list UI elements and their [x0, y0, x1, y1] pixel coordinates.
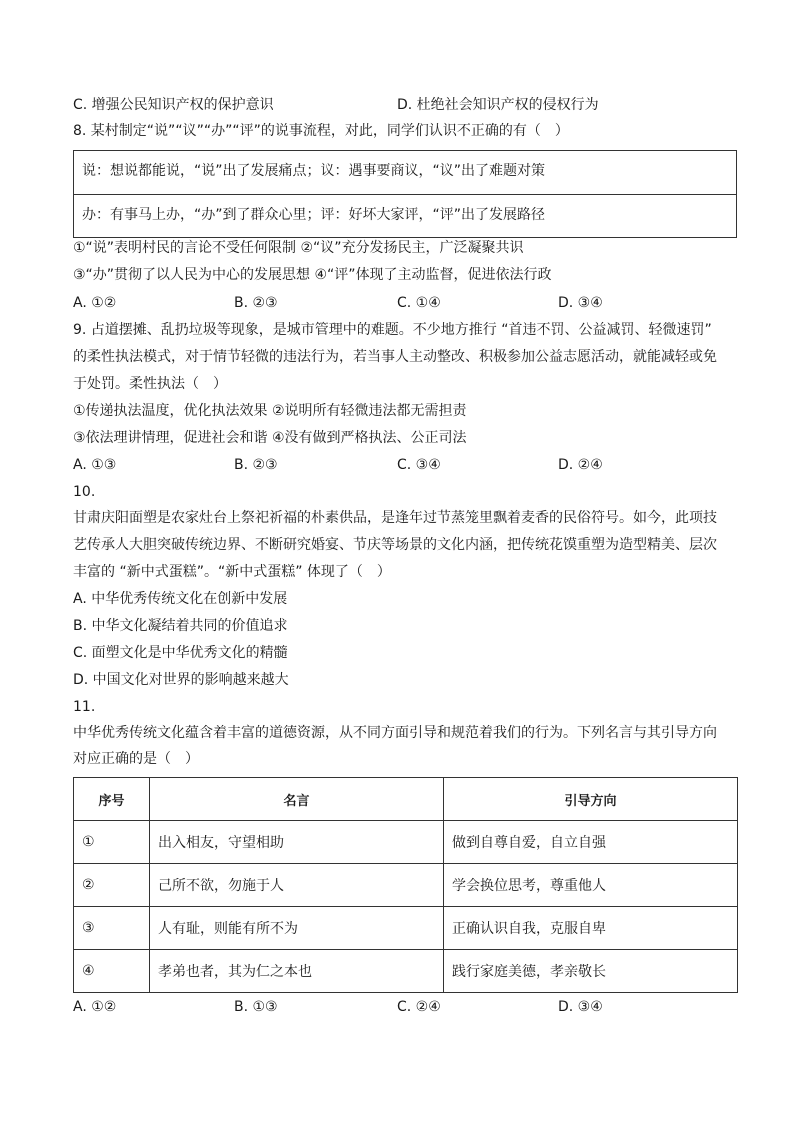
- q11-number: 11.: [73, 699, 96, 715]
- row-guidance: 学会换位思考，尊重他人: [444, 864, 738, 907]
- q10-option-b: B. 中华文化凝结着共同的价值追求: [73, 618, 288, 634]
- table-row: [74, 821, 738, 864]
- q8-box-row: 办：有事马上办，“办”到了群众心里；评：好坏大家评，“评”出了发展路径: [74, 194, 736, 237]
- q10-stem-line: 艺传承人大胆突破传统边界、不断研究婚宴、节庆等场景的文化内涵，把传统花馍重塑为造型精美、层次: [73, 537, 717, 553]
- q10-stem-line: 丰富的 “新中式蛋糕”。“新中式蛋糕” 体现了（ ）: [73, 564, 391, 580]
- q10-number: 10.: [73, 484, 96, 500]
- q9-option-a: A. ①③: [73, 457, 117, 473]
- table-row: [74, 907, 738, 950]
- q10-option-d: D. 中国文化对世界的影响越来越大: [73, 672, 289, 688]
- row-quote: 出入相友，守望相助: [150, 821, 444, 864]
- q7-option-c: C. 增强公民知识产权的保护意识: [73, 97, 274, 113]
- q9-statement: ③依法理讲情理，促进社会和谐 ④没有做到严格执法、公正司法: [73, 430, 467, 446]
- q11-table: [73, 777, 738, 993]
- q11-option-a: A. ①②: [73, 999, 117, 1015]
- q9-stem-line: 的柔性执法模式，对于情节轻微的违法行为，若当事人主动整改、积极参加公益志愿活动，就能减轻或免: [73, 349, 717, 365]
- table-row: [74, 864, 738, 907]
- q9-option-c: C. ③④: [397, 457, 441, 473]
- column-header-index: 序号: [74, 778, 150, 821]
- column-header-quote: 名言: [150, 778, 444, 821]
- q9-option-b: B. ②③: [234, 457, 278, 473]
- q11-stem-line: 中华优秀传统文化蕴含着丰富的道德资源，从不同方面引导和规范着我们的行为。下列名言与其引导方向: [73, 725, 717, 741]
- row-index: ③: [74, 907, 150, 950]
- q11-option-c: C. ②④: [397, 999, 441, 1015]
- row-guidance: 做到自尊自爱，自立自强: [444, 821, 738, 864]
- q7-option-d: D. 杜绝社会知识产权的侵权行为: [397, 97, 599, 113]
- table-header-row: [74, 778, 738, 821]
- q10-option-a: A. 中华优秀传统文化在创新中发展: [73, 591, 288, 607]
- q10-stem-line: 甘肃庆阳面塑是农家灶台上祭祀祈福的朴素供品，是逢年过节蒸笼里飘着麦香的民俗符号。如今，此项技: [73, 510, 717, 526]
- column-header-guidance: 引导方向: [444, 778, 738, 821]
- row-quote: 孝弟也者，其为仁之本也: [150, 950, 444, 993]
- q10-option-c: C. 面塑文化是中华优秀文化的精髓: [73, 645, 288, 661]
- row-guidance: 践行家庭美德，孝亲敬长: [444, 950, 738, 993]
- q8-box-row: 说：想说都能说，“说”出了发展痛点；议：遇事要商议，“议”出了难题对策: [82, 163, 546, 179]
- row-index: ②: [74, 864, 150, 907]
- q8-info-box: [73, 150, 737, 238]
- row-quote: 人有耻，则能有所不为: [150, 907, 444, 950]
- q8-option-b: B. ②③: [234, 295, 278, 311]
- q11-stem-line: 对应正确的是（ ）: [73, 751, 199, 767]
- q8-option-d: D. ③④: [558, 295, 603, 311]
- row-quote: 己所不欲，勿施于人: [150, 864, 444, 907]
- q8-statement: ③“办”贯彻了以人民为中心的发展思想 ④“评”体现了主动监督，促进依法行政: [73, 267, 552, 283]
- row-guidance: 正确认识自我，克服自卑: [444, 907, 738, 950]
- q9-statement: ①传递执法温度，优化执法效果 ②说明所有轻微违法都无需担责: [73, 403, 467, 419]
- q8-option-c: C. ①④: [397, 295, 441, 311]
- q9-option-d: D. ②④: [558, 457, 603, 473]
- q8-option-a: A. ①②: [73, 295, 117, 311]
- q11-option-d: D. ③④: [558, 999, 603, 1015]
- row-index: ④: [74, 950, 150, 993]
- q9-stem-line: 于处罚。柔性执法（ ）: [73, 376, 227, 392]
- q11-option-b: B. ①③: [234, 999, 278, 1015]
- table-row: [74, 950, 738, 993]
- q8-statement: ①“说”表明村民的言论不受任何限制 ②“议”充分发扬民主，广泛凝聚共识: [73, 240, 524, 256]
- q8-stem: 8. 某村制定“说”“议”“办”“评”的说事流程，对此，同学们认识不正确的有（ ）: [73, 123, 569, 139]
- row-index: ①: [74, 821, 150, 864]
- q9-stem-line: 9. 占道摆摊、乱扔垃圾等现象，是城市管理中的难题。不少地方推行 “首违不罚、公益减罚、轻微速罚”: [73, 322, 712, 338]
